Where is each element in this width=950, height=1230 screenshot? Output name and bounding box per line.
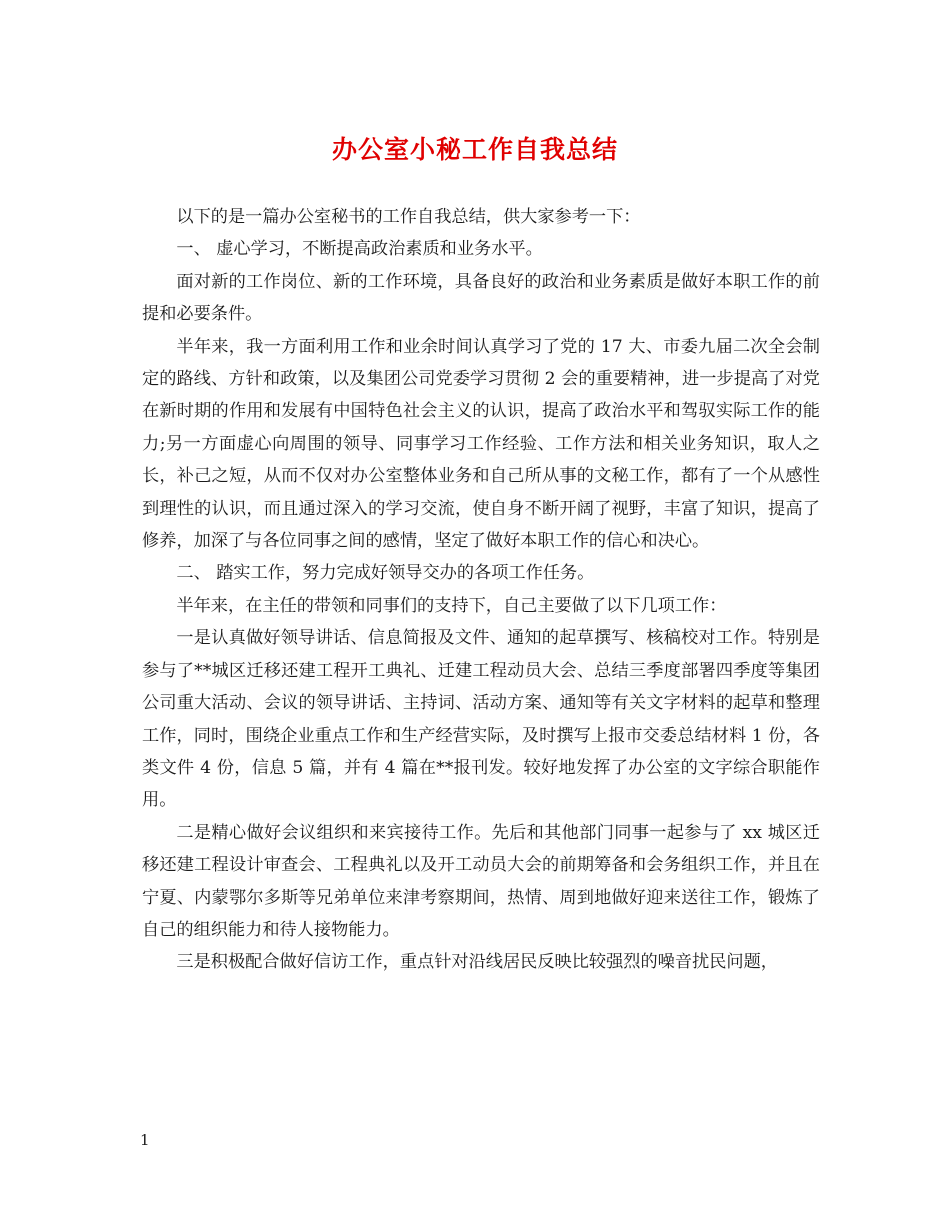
paragraph: 面对新的工作岗位、新的工作环境，具备良好的政治和业务素质是做好本职工作的前提和必要条件。 — [142, 271, 820, 325]
paragraph: 半年来，在主任的带领和同事们的支持下，自己主要做了以下几项工作： — [176, 595, 727, 616]
section-heading-2: 二、 踏实工作，努力完成好领导交办的各项工作任务。 — [176, 563, 595, 584]
paragraph: 一是认真做好领导讲话、信息简报及文件、通知的起草撰写、核稿校对工作。特别是参与了**城区迁移还建工程开工典礼、迁建工程动员大会、总结三季度部署四季度等集团公司重大活动、会议的领导讲话、主持词、活动方案、通知等有关文字材料的起草和整理工作，同时，围绕企业重点工作和生产经营实际，及时撰写上报市交委总结材料 1 份，各类文件 4 份，信息 5 篇，并有 4 篇在**报刊发。较好地发挥了办公室的文字综合职能作用。 — [142, 628, 820, 811]
document-title: 办公室小秘工作自我总结 — [331, 135, 618, 164]
page-number: 1 — [140, 1131, 150, 1149]
paragraph: 半年来，我一方面利用工作和业余时间认真学习了党的 17 大、市委九届二次全会制定的路线、方针和政策，以及集团公司党委学习贯彻 2 会的重要精神，进一步提高了对党在新时期的作用和发展有中国特色社会主义的认识，提高了政治水平和驾驭实际工作的能力;另一方面虚心向周围的领导、同事学习工作经验、工作方法和相关业务知识，取人之长，补己之短，从而不仅对办公室整体业务和自己所从事的文秘工作，都有了一个从感性到理性的认识，而且通过深入的学习交流，使自身不断开阔了视野，丰富了知识，提高了修养，加深了与各位同事之间的感情，坚定了做好本职工作的信心和决心。 — [142, 336, 820, 552]
paragraph: 二是精心做好会议组织和来宾接待工作。先后和其他部门同事一起参与了 xx 城区迁移还建工程设计审查会、工程典礼以及开工动员大会的前期筹备和会务组织工作，并且在宁夏、内蒙鄂尔多斯等兄弟单位来津考察期间，热情、周到地做好迎来送往工作，锻炼了自己的组织能力和待人接物能力。 — [142, 822, 820, 940]
section-heading-1: 一、 虚心学习，不断提高政治素质和业务水平。 — [176, 239, 543, 260]
paragraph-intro: 以下的是一篇办公室秘书的工作自我总结，供大家参考一下： — [176, 207, 641, 227]
paragraph: 三是积极配合做好信访工作，重点针对沿线居民反映比较强烈的噪音扰民问题， — [176, 952, 778, 973]
document-body — [142, 201, 820, 979]
